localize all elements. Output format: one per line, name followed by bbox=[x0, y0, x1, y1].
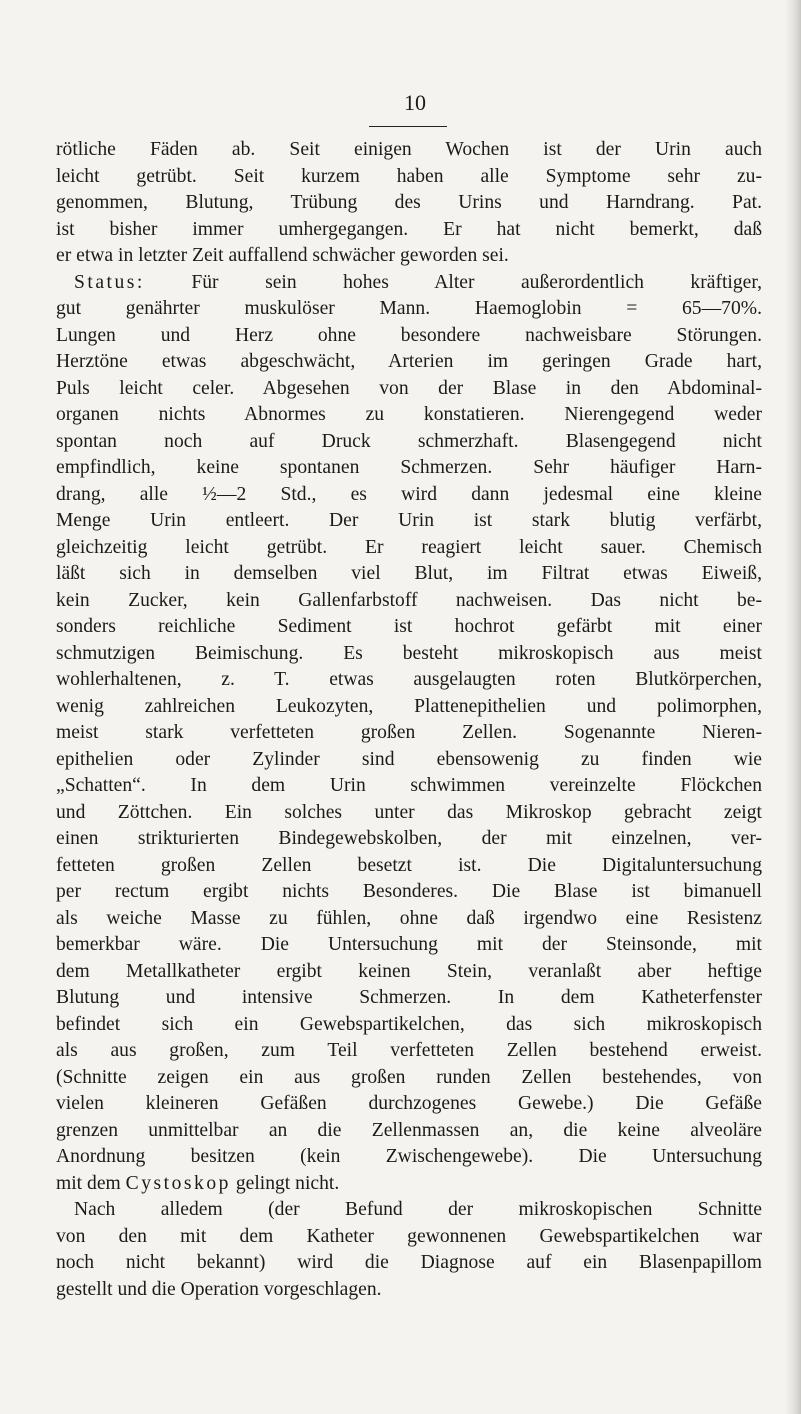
text-line: gestellt und die Operation vorgeschlagen. bbox=[56, 1278, 382, 1300]
text-line: genommen, Blutung, Trübung des Urins und Harndrang. Pat. bbox=[56, 192, 762, 213]
text-line: vielen kleineren Gefäßen durchzogenes Gewebe.) Die Gefäße bbox=[56, 1093, 762, 1114]
page-number: 10 bbox=[404, 90, 426, 115]
text-line: leicht getrübt. Seit kurzem haben alle Symptome sehr zu- bbox=[56, 165, 762, 187]
text-line: einen strikturierten Bindegewebskolben, der mit einzelnen, ver- bbox=[56, 828, 762, 849]
status-text: Für sein hohes Alter außerordentlich kräftiger, bbox=[191, 271, 762, 293]
status-line bbox=[56, 270, 762, 297]
text-line: Herztöne etwas abgeschwächt, Arterien im geringen Grade hart, bbox=[56, 351, 762, 372]
text-line: gut genährter muskulöser Mann. Haemoglobin = 65—70%. bbox=[56, 298, 762, 319]
text-line: Menge Urin entleert. Der Urin ist stark blutig verfärbt, bbox=[56, 510, 762, 531]
text-line: noch nicht bekannt) wird die Diagnose auf ein Blasenpapillom bbox=[56, 1252, 762, 1273]
text-line: meist stark verfetteten großen Zellen. Sogenannte Nieren- bbox=[56, 722, 762, 743]
status-label: Status: bbox=[74, 271, 145, 293]
text-line: von den mit dem Katheter gewonnenen Gewebspartikelchen war bbox=[56, 1225, 762, 1247]
text-line: (Schnitte zeigen ein aus großen runden Zellen bestehendes, von bbox=[56, 1066, 762, 1088]
text-line: Puls leicht celer. Abgesehen von der Blase in den Abdominal- bbox=[56, 377, 762, 399]
text-line: als aus großen, zum Teil verfetteten Zellen bestehend erweist. bbox=[56, 1040, 762, 1061]
cystoskop-after: gelingt nicht. bbox=[235, 1172, 340, 1194]
text-line: er etwa in letzter Zeit auffallend schwächer geworden sei. bbox=[56, 245, 509, 266]
text-line: schmutzigen Beimischung. Es besteht mikroskopisch aus meist bbox=[56, 642, 762, 664]
text-line: bemerkbar wäre. Die Untersuchung mit der Steinsonde, mit bbox=[56, 934, 762, 955]
text-line: Anordnung besitzen (kein Zwischengewebe). Die Untersuchung bbox=[56, 1146, 762, 1167]
text-line: drang, alle ½—2 Std., es wird dann jedesmal eine kleine bbox=[56, 483, 762, 505]
page-edge-shadow bbox=[785, 0, 801, 1414]
text-line: Lungen und Herz ohne besondere nachweisbare Störungen. bbox=[56, 324, 762, 346]
text-line: gleichzeitig leicht getrübt. Er reagiert leicht sauer. Chemisch bbox=[56, 536, 762, 558]
text-line: epithelien oder Zylinder sind ebensowenig zu finden wie bbox=[56, 748, 762, 770]
text-line: organen nichts Abnormes zu konstatieren. Nierengegend weder bbox=[56, 404, 762, 425]
text-line: befindet sich ein Gewebspartikelchen, das sich mikroskopisch bbox=[56, 1013, 762, 1035]
cystoskop-before: mit dem bbox=[56, 1172, 121, 1194]
text-line: „Schatten“. In dem Urin schwimmen vereinzelte Flöckchen bbox=[56, 775, 762, 796]
nach-line: Nach alledem (der Befund der mikroskopischen Schnitte bbox=[74, 1199, 762, 1220]
text-line: grenzen unmittelbar an die Zellenmassen an, die keine alveoläre bbox=[56, 1119, 762, 1141]
text-line: Blutung und intensive Schmerzen. In dem Katheterfenster bbox=[56, 987, 762, 1008]
text-line: wohlerhaltenen, z. T. etwas ausgelaugten roten Blutkörperchen, bbox=[56, 669, 762, 690]
text-line: dem Metallkatheter ergibt keinen Stein, veranlaßt aber heftige bbox=[56, 960, 762, 982]
text-line: kein Zucker, kein Gallenfarbstoff nachweisen. Das nicht be- bbox=[56, 589, 762, 611]
body-text bbox=[56, 137, 762, 1303]
text-line: wenig zahlreichen Leukozyten, Plattenepithelien und polimorphen, bbox=[56, 695, 762, 717]
cystoskop-line bbox=[56, 1171, 762, 1198]
text-line: spontan noch auf Druck schmerzhaft. Blasengegend nicht bbox=[56, 430, 762, 452]
text-line: empfindlich, keine spontanen Schmerzen. Sehr häufiger Harn- bbox=[56, 457, 762, 478]
text-line: fetteten großen Zellen besetzt ist. Die Digitaluntersuchung bbox=[56, 854, 762, 876]
text-line: läßt sich in demselben viel Blut, im Filtrat etwas Eiweiß, bbox=[56, 563, 762, 584]
text-line: sonders reichliche Sediment ist hochrot gefärbt mit einer bbox=[56, 616, 762, 637]
cystoskop-term: Cystoskop bbox=[125, 1172, 231, 1194]
text-line: per rectum ergibt nichts Besonderes. Die Blase ist bimanuell bbox=[56, 881, 762, 902]
text-line: und Zöttchen. Ein solches unter das Mikroskop gebracht zeigt bbox=[56, 801, 762, 823]
text-line: als weiche Masse zu fühlen, ohne daß irgendwo eine Resistenz bbox=[56, 907, 762, 929]
text-line: rötliche Fäden ab. Seit einigen Wochen ist der Urin auch bbox=[56, 139, 762, 160]
text-line: ist bisher immer umhergegangen. Er hat nicht bemerkt, daß bbox=[56, 218, 762, 240]
page-number-rule bbox=[369, 126, 447, 127]
